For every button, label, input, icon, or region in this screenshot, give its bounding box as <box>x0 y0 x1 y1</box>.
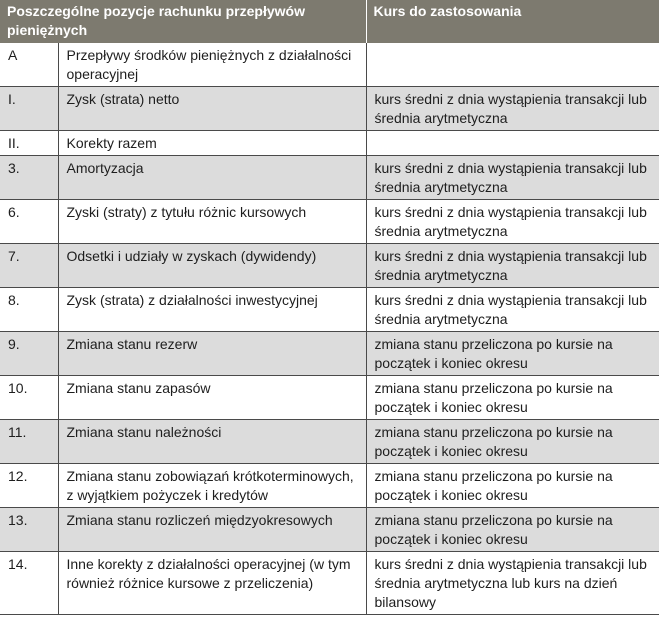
row-item: Zmiana stanu rezerw <box>58 332 366 376</box>
row-rate: zmiana stanu przeliczona po kursie na początek i koniec okresu <box>366 464 659 508</box>
header-rate: Kurs do zastosowania <box>366 0 659 43</box>
row-item: Przepływy środków pieniężnych z działalności operacyjnej <box>58 43 366 87</box>
table-row <box>0 552 659 615</box>
table-row <box>0 131 659 156</box>
table-row <box>0 376 659 420</box>
row-number: 10. <box>0 376 58 420</box>
row-number: 8. <box>0 288 58 332</box>
row-number: 13. <box>0 508 58 552</box>
row-item: Amortyzacja <box>58 156 366 200</box>
row-rate: zmiana stanu przeliczona po kursie na początek i koniec okresu <box>366 376 659 420</box>
row-item: Zysk (strata) netto <box>58 87 366 131</box>
row-rate: zmiana stanu przeliczona po kursie na początek i koniec okresu <box>366 508 659 552</box>
table-row <box>0 244 659 288</box>
row-item: Korekty razem <box>58 131 366 156</box>
row-item: Zmiana stanu należności <box>58 420 366 464</box>
row-rate: kurs średni z dnia wystąpienia transakcji lub średnia arytmetyczna <box>366 288 659 332</box>
row-number: II. <box>0 131 58 156</box>
table-row <box>0 288 659 332</box>
row-number: 9. <box>0 332 58 376</box>
row-number: 11. <box>0 420 58 464</box>
row-item: Zmiana stanu zapasów <box>58 376 366 420</box>
table-row <box>0 200 659 244</box>
row-item: Inne korekty z działalności operacyjnej (w tym również różnice kursowe z przeliczenia) <box>58 552 366 615</box>
header-items: Poszczególne pozycje rachunku przepływów pieniężnych <box>0 0 366 43</box>
row-number: 7. <box>0 244 58 288</box>
row-item: Zysk (strata) z działalności inwestycyjnej <box>58 288 366 332</box>
row-rate: kurs średni z dnia wystąpienia transakcji lub średnia arytmetyczna <box>366 87 659 131</box>
table-row <box>0 332 659 376</box>
row-rate: kurs średni z dnia wystąpienia transakcji lub średnia arytmetyczna <box>366 244 659 288</box>
row-number: 14. <box>0 552 58 615</box>
row-number: 12. <box>0 464 58 508</box>
table-row <box>0 87 659 131</box>
row-rate: zmiana stanu przeliczona po kursie na początek i koniec okresu <box>366 332 659 376</box>
header-row <box>0 0 659 43</box>
table-row <box>0 156 659 200</box>
row-item: Odsetki i udziały w zyskach (dywidendy) <box>58 244 366 288</box>
table-row <box>0 464 659 508</box>
row-rate <box>366 131 659 156</box>
table-row <box>0 420 659 464</box>
row-rate: kurs średni z dnia wystąpienia transakcji lub średnia arytmetyczna lub kurs na dzień bilansowy <box>366 552 659 615</box>
row-item: Zmiana stanu zobowiązań krótkoterminowych, z wyjątkiem pożyczek i kredytów <box>58 464 366 508</box>
row-rate: kurs średni z dnia wystąpienia transakcji lub średnia arytmetyczna <box>366 200 659 244</box>
row-number: 6. <box>0 200 58 244</box>
row-number: 3. <box>0 156 58 200</box>
table-row <box>0 43 659 87</box>
table-row <box>0 508 659 552</box>
row-item: Zmiana stanu rozliczeń międzyokresowych <box>58 508 366 552</box>
row-rate: kurs średni z dnia wystąpienia transakcji lub średnia arytmetyczna <box>366 156 659 200</box>
row-number: A <box>0 43 58 87</box>
row-rate: zmiana stanu przeliczona po kursie na początek i koniec okresu <box>366 420 659 464</box>
row-number: I. <box>0 87 58 131</box>
row-item: Zyski (straty) z tytułu różnic kursowych <box>58 200 366 244</box>
row-rate <box>366 43 659 87</box>
